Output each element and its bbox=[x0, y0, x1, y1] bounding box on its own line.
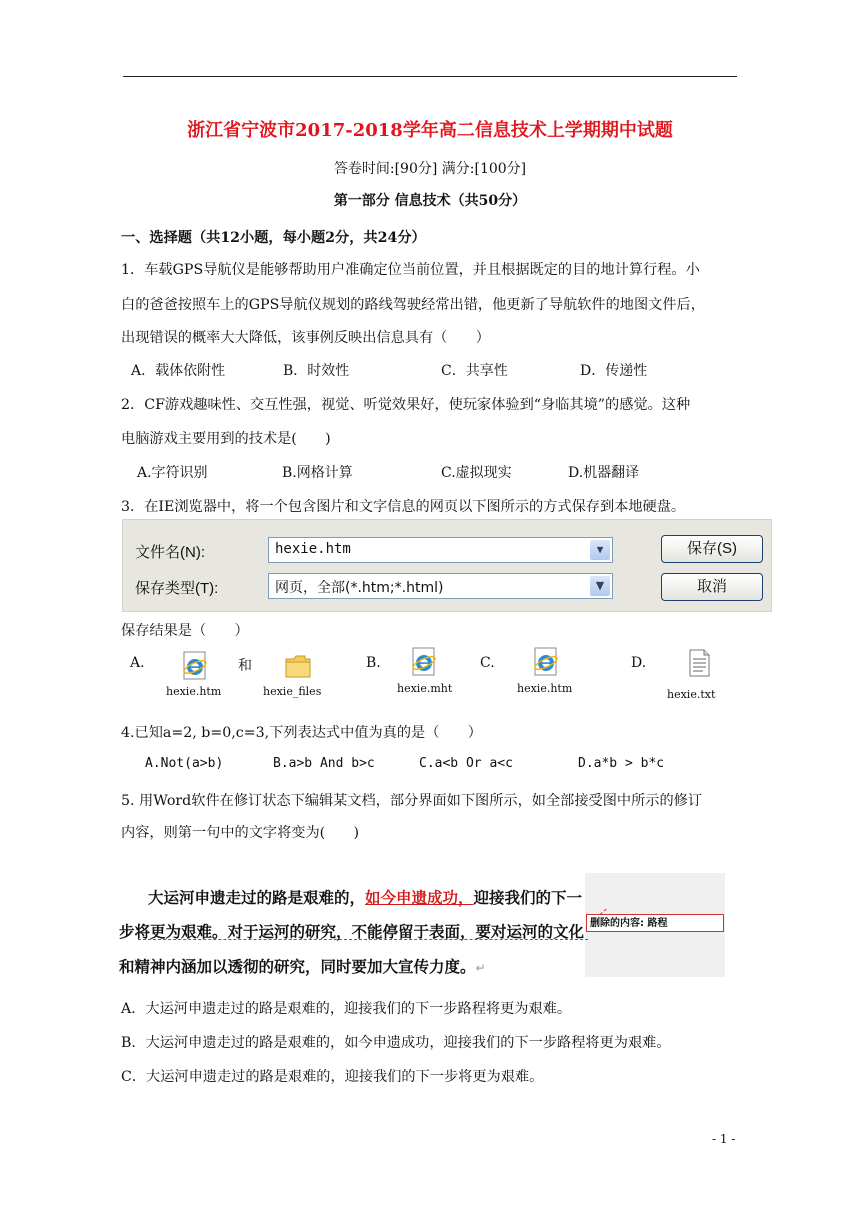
filetype-label: 保存类型(T): bbox=[135, 580, 219, 597]
page-title: 浙江省宁波市2017-2018学年高二信息技术上学期期中试题 bbox=[187, 120, 673, 141]
part-heading: 第一部分 信息技术（共50分） bbox=[333, 193, 527, 209]
filename-field[interactable] bbox=[268, 537, 613, 563]
text-file-icon bbox=[684, 648, 714, 678]
filename-value: hexie.htm bbox=[275, 541, 351, 557]
word-inserted-text: 如今申遗成功， bbox=[365, 889, 474, 907]
section-heading: 一、选择题（共12小题，每小题2分，共24分） bbox=[121, 230, 426, 246]
q2-option-a: A.字符识别 bbox=[137, 465, 208, 481]
q3-option-c-file: hexie.htm bbox=[517, 682, 573, 695]
q2-option-b: B.网格计算 bbox=[282, 465, 353, 481]
q3-option-c-label: C. bbox=[480, 655, 495, 671]
ie-file-icon bbox=[409, 647, 439, 677]
filename-label: 文件名(N): bbox=[135, 544, 205, 561]
folder-icon bbox=[283, 651, 313, 681]
q1-line2: 白的爸爸按照车上的GPS导航仪规划的路线驾驶经常出错，他更新了导航软件的地图文件后， bbox=[121, 297, 705, 313]
q3-line1: 3．在IE浏览器中，将一个包含图片和文字信息的网页以下图所示的方式保存到本地硬盘。 bbox=[121, 499, 686, 515]
q1-line1: 1．车载GPS导航仪是能够帮助用户准确定位当前位置，并且根据既定的目的地计算行程。小 bbox=[121, 262, 700, 278]
q5-line2: 内容，则第一句中的文字将变为( ) bbox=[121, 825, 360, 841]
q3-option-b-file: hexie.mht bbox=[397, 682, 453, 695]
ie-file-icon bbox=[531, 647, 561, 677]
q4-option-c: C.a<b Or a<c bbox=[419, 756, 513, 771]
q1-option-c: C．共享性 bbox=[441, 363, 508, 379]
q2-option-c: C.虚拟现实 bbox=[441, 465, 512, 481]
chevron-down-icon[interactable]: ▼ bbox=[590, 540, 610, 560]
q3-option-d-file: hexie.txt bbox=[667, 688, 716, 701]
q3-option-d-label: D. bbox=[631, 655, 647, 671]
paragraph-mark: ↵ bbox=[475, 961, 486, 975]
page-number: - 1 - bbox=[712, 1132, 736, 1146]
q3-result-prompt: 保存结果是（ ） bbox=[121, 623, 249, 639]
word-line1 bbox=[148, 886, 582, 908]
word-line3 bbox=[119, 955, 486, 977]
q3-option-a-and: 和 bbox=[238, 658, 252, 674]
q1-line3: 出现错误的概率大大降低，该事例反映出信息具有（ ） bbox=[121, 330, 490, 346]
q3-option-a-file2: hexie_files bbox=[263, 685, 322, 698]
q4-line1: 4.已知a=2, b=0,c=3,下列表达式中值为真的是（ ） bbox=[121, 725, 482, 741]
header-rule bbox=[123, 76, 737, 77]
chevron-down-icon[interactable]: ▼ bbox=[590, 576, 610, 596]
q2-line2: 电脑游戏主要用到的技术是( ) bbox=[121, 431, 331, 447]
save-dialog bbox=[122, 519, 772, 612]
q2-line1: 2．CF游戏趣味性、交互性强，视觉、听觉效果好，使玩家体验到“身临其境”的感觉。这种 bbox=[121, 397, 691, 413]
q5-option-c: C．大运河申遗走过的路是艰难的，迎接我们的下一步将更为艰难。 bbox=[121, 1069, 544, 1085]
word-line1-end: 迎接我们的下一 bbox=[473, 889, 583, 907]
ie-file-icon bbox=[180, 651, 210, 681]
q4-option-b: B.a>b And b>c bbox=[273, 756, 375, 771]
q4-option-a: A.Not(a>b) bbox=[145, 756, 224, 771]
revision-connector bbox=[138, 939, 588, 940]
q1-option-d: D．传递性 bbox=[580, 363, 648, 379]
filetype-select[interactable] bbox=[268, 573, 613, 599]
q3-option-a-label: A. bbox=[130, 655, 145, 671]
save-button[interactable]: 保存(S) bbox=[661, 535, 763, 563]
q5-option-b: B．大运河申遗走过的路是艰难的，如今申遗成功，迎接我们的下一步路程将更为艰难。 bbox=[121, 1035, 671, 1051]
exam-info: 答卷时间:[90分] 满分:[100分] bbox=[333, 161, 527, 177]
word-line3-text: 和精神内涵加以透彻的研究，同时要加大宣传力度。 bbox=[119, 958, 476, 976]
q3-option-a-file1: hexie.htm bbox=[166, 685, 222, 698]
q4-option-d: D.a*b > b*c bbox=[578, 756, 665, 771]
word-line2: 步将更为艰难。对于运河的研究，不能停留于表面，要对运河的文化 bbox=[119, 923, 585, 941]
q1-option-b: B．时效性 bbox=[283, 363, 350, 379]
q3-option-b-label: B. bbox=[366, 655, 381, 671]
cancel-button[interactable]: 取消 bbox=[661, 573, 763, 601]
q2-option-d: D.机器翻译 bbox=[568, 465, 640, 481]
filetype-value: 网页，全部(*.htm;*.html) bbox=[275, 580, 444, 596]
q5-option-a: A．大运河申遗走过的路是艰难的，迎接我们的下一步路程将更为艰难。 bbox=[121, 1001, 572, 1017]
word-line1-start: 大运河申遗走过的路是艰难的， bbox=[148, 889, 366, 907]
q5-line1: 5. 用Word软件在修订状态下编辑某文档，部分界面如下图所示，如全部接受图中所示的修订 bbox=[121, 793, 703, 809]
deletion-comment: 删除的内容: 路程 bbox=[586, 914, 724, 932]
q1-option-a: A．载体依附性 bbox=[131, 363, 226, 379]
